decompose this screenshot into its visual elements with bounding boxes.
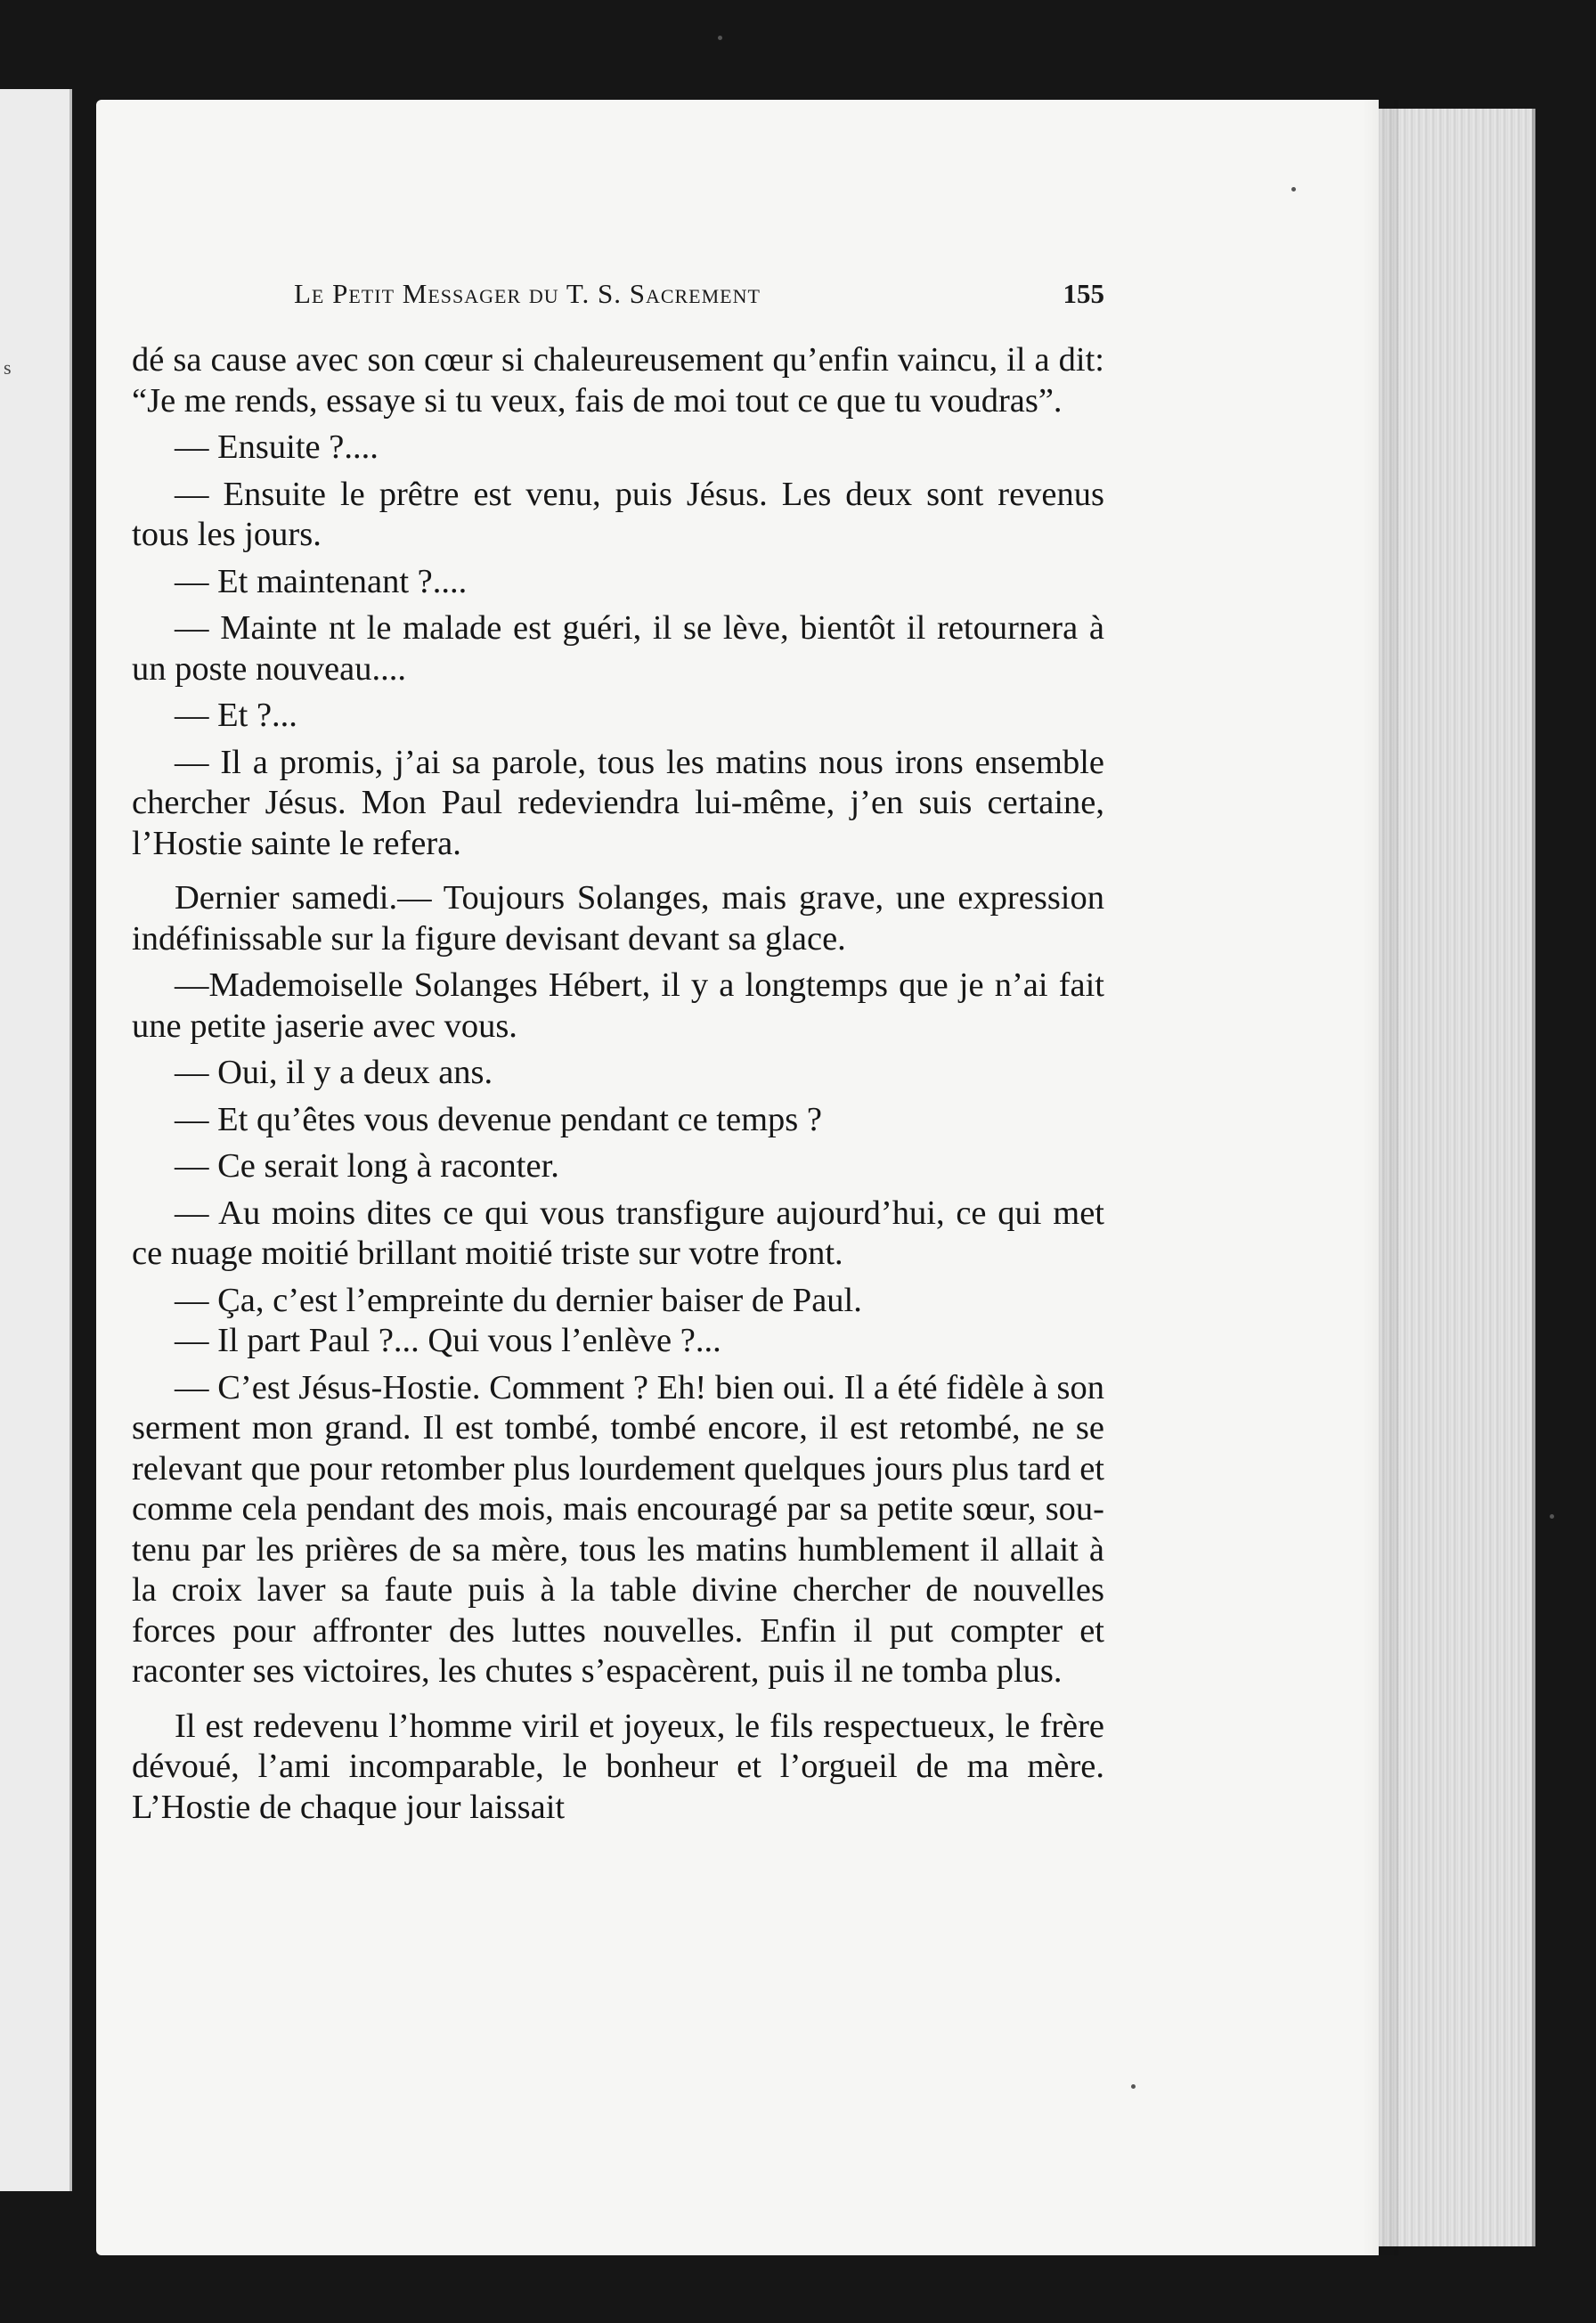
dialogue-line: — Et ?... [175, 697, 297, 734]
page-stack-edges [1379, 109, 1535, 2246]
paragraph: dé sa cause avec son cœur si chaleureusement qu’enfin vaincu, il a dit: “Je me rends, essaye si tu veux, fais de moi tout ce que tu voudras”. [132, 341, 1104, 420]
body-text [132, 340, 1104, 1828]
scan-speck [1550, 1514, 1554, 1519]
dialogue-line: — Ensuite ?.... [175, 428, 379, 466]
running-head-title: Le Petit Messager du T. S. Sacrement [294, 278, 761, 309]
paragraph: Il est redevenu l’homme viril et joyeux, le fils respectueux, le frère dévoué, l’ami incomparable, le bonheur et l’orgueil de ma mère. L’Hostie de chaque jour laissait [132, 1707, 1104, 1826]
page-gutter-shadow [1363, 100, 1398, 2255]
dialogue-line: — Ça, c’est l’empreinte du dernier baiser de Paul. [175, 1281, 862, 1319]
dialogue-line: — Mainte nt le malade est guéri, il se lève, bientôt il retournera à un poste nouveau.... [132, 609, 1104, 688]
page-number: 155 [1063, 278, 1104, 309]
left-page-margin-mark: s [4, 356, 12, 379]
dialogue-line: — Ensuite le prêtre est venu, puis Jésus. Les deux sont revenus tous les jours. [132, 475, 1104, 553]
scan-speck [1291, 187, 1296, 192]
scan-speck [718, 36, 722, 40]
dialogue-line: —Mademoiselle Solanges Hébert, il y a longtemps que je n’ai fait une petite jaserie avec vous. [132, 966, 1104, 1045]
dialogue-line: — Il a promis, j’ai sa parole, tous les matins nous irons ensemble chercher Jésus. Mon Paul redeviendra lui-même, j’en suis certaine, l’Hostie sainte le refera. [132, 743, 1104, 862]
dialogue-line: — Ce serait long à raconter. [175, 1147, 559, 1185]
running-head [294, 278, 1104, 317]
dialogue-line: — Il part Paul ?... Qui vous l’enlève ?... [175, 1322, 721, 1359]
scan-speck [1131, 2084, 1136, 2089]
dialogue-line: — Et qu’êtes vous devenue pendant ce temps ? [175, 1100, 822, 1138]
paragraph: Dernier samedi.— Toujours Solanges, mais grave, une expression indéfinissable sur la figure devisant devant sa glace. [132, 879, 1104, 958]
left-page-edge [0, 89, 72, 2191]
dialogue-line: — C’est Jésus-Hostie. Comment ? Eh! bien oui. Il a été fidèle à son serment mon grand. Il est tombé, tombé encore, il est retombé, ne se relevant que pour retomber plus lourdement quelques jours plus tard et comme cela pendant des mois, mais encouragé par sa petite sœur, soutenu par les prières de sa mère, tous les matins humblement il allait à la croix laver sa faute puis à la table divine chercher de nouvelles forces pour affronter des luttes nouvelles. Enfin il put compter et raconter ses victoires, les chutes s’espacèrent, puis il ne tomba plus. [132, 1368, 1104, 1690]
dialogue-line: — Oui, il y a deux ans. [175, 1054, 493, 1091]
dialogue-line: — Au moins dites ce qui vous transfigure aujourd’hui, ce qui met ce nuage moitié brillant moitié triste sur votre front. [132, 1194, 1104, 1272]
dialogue-line: — Et maintenant ?.... [175, 562, 468, 600]
